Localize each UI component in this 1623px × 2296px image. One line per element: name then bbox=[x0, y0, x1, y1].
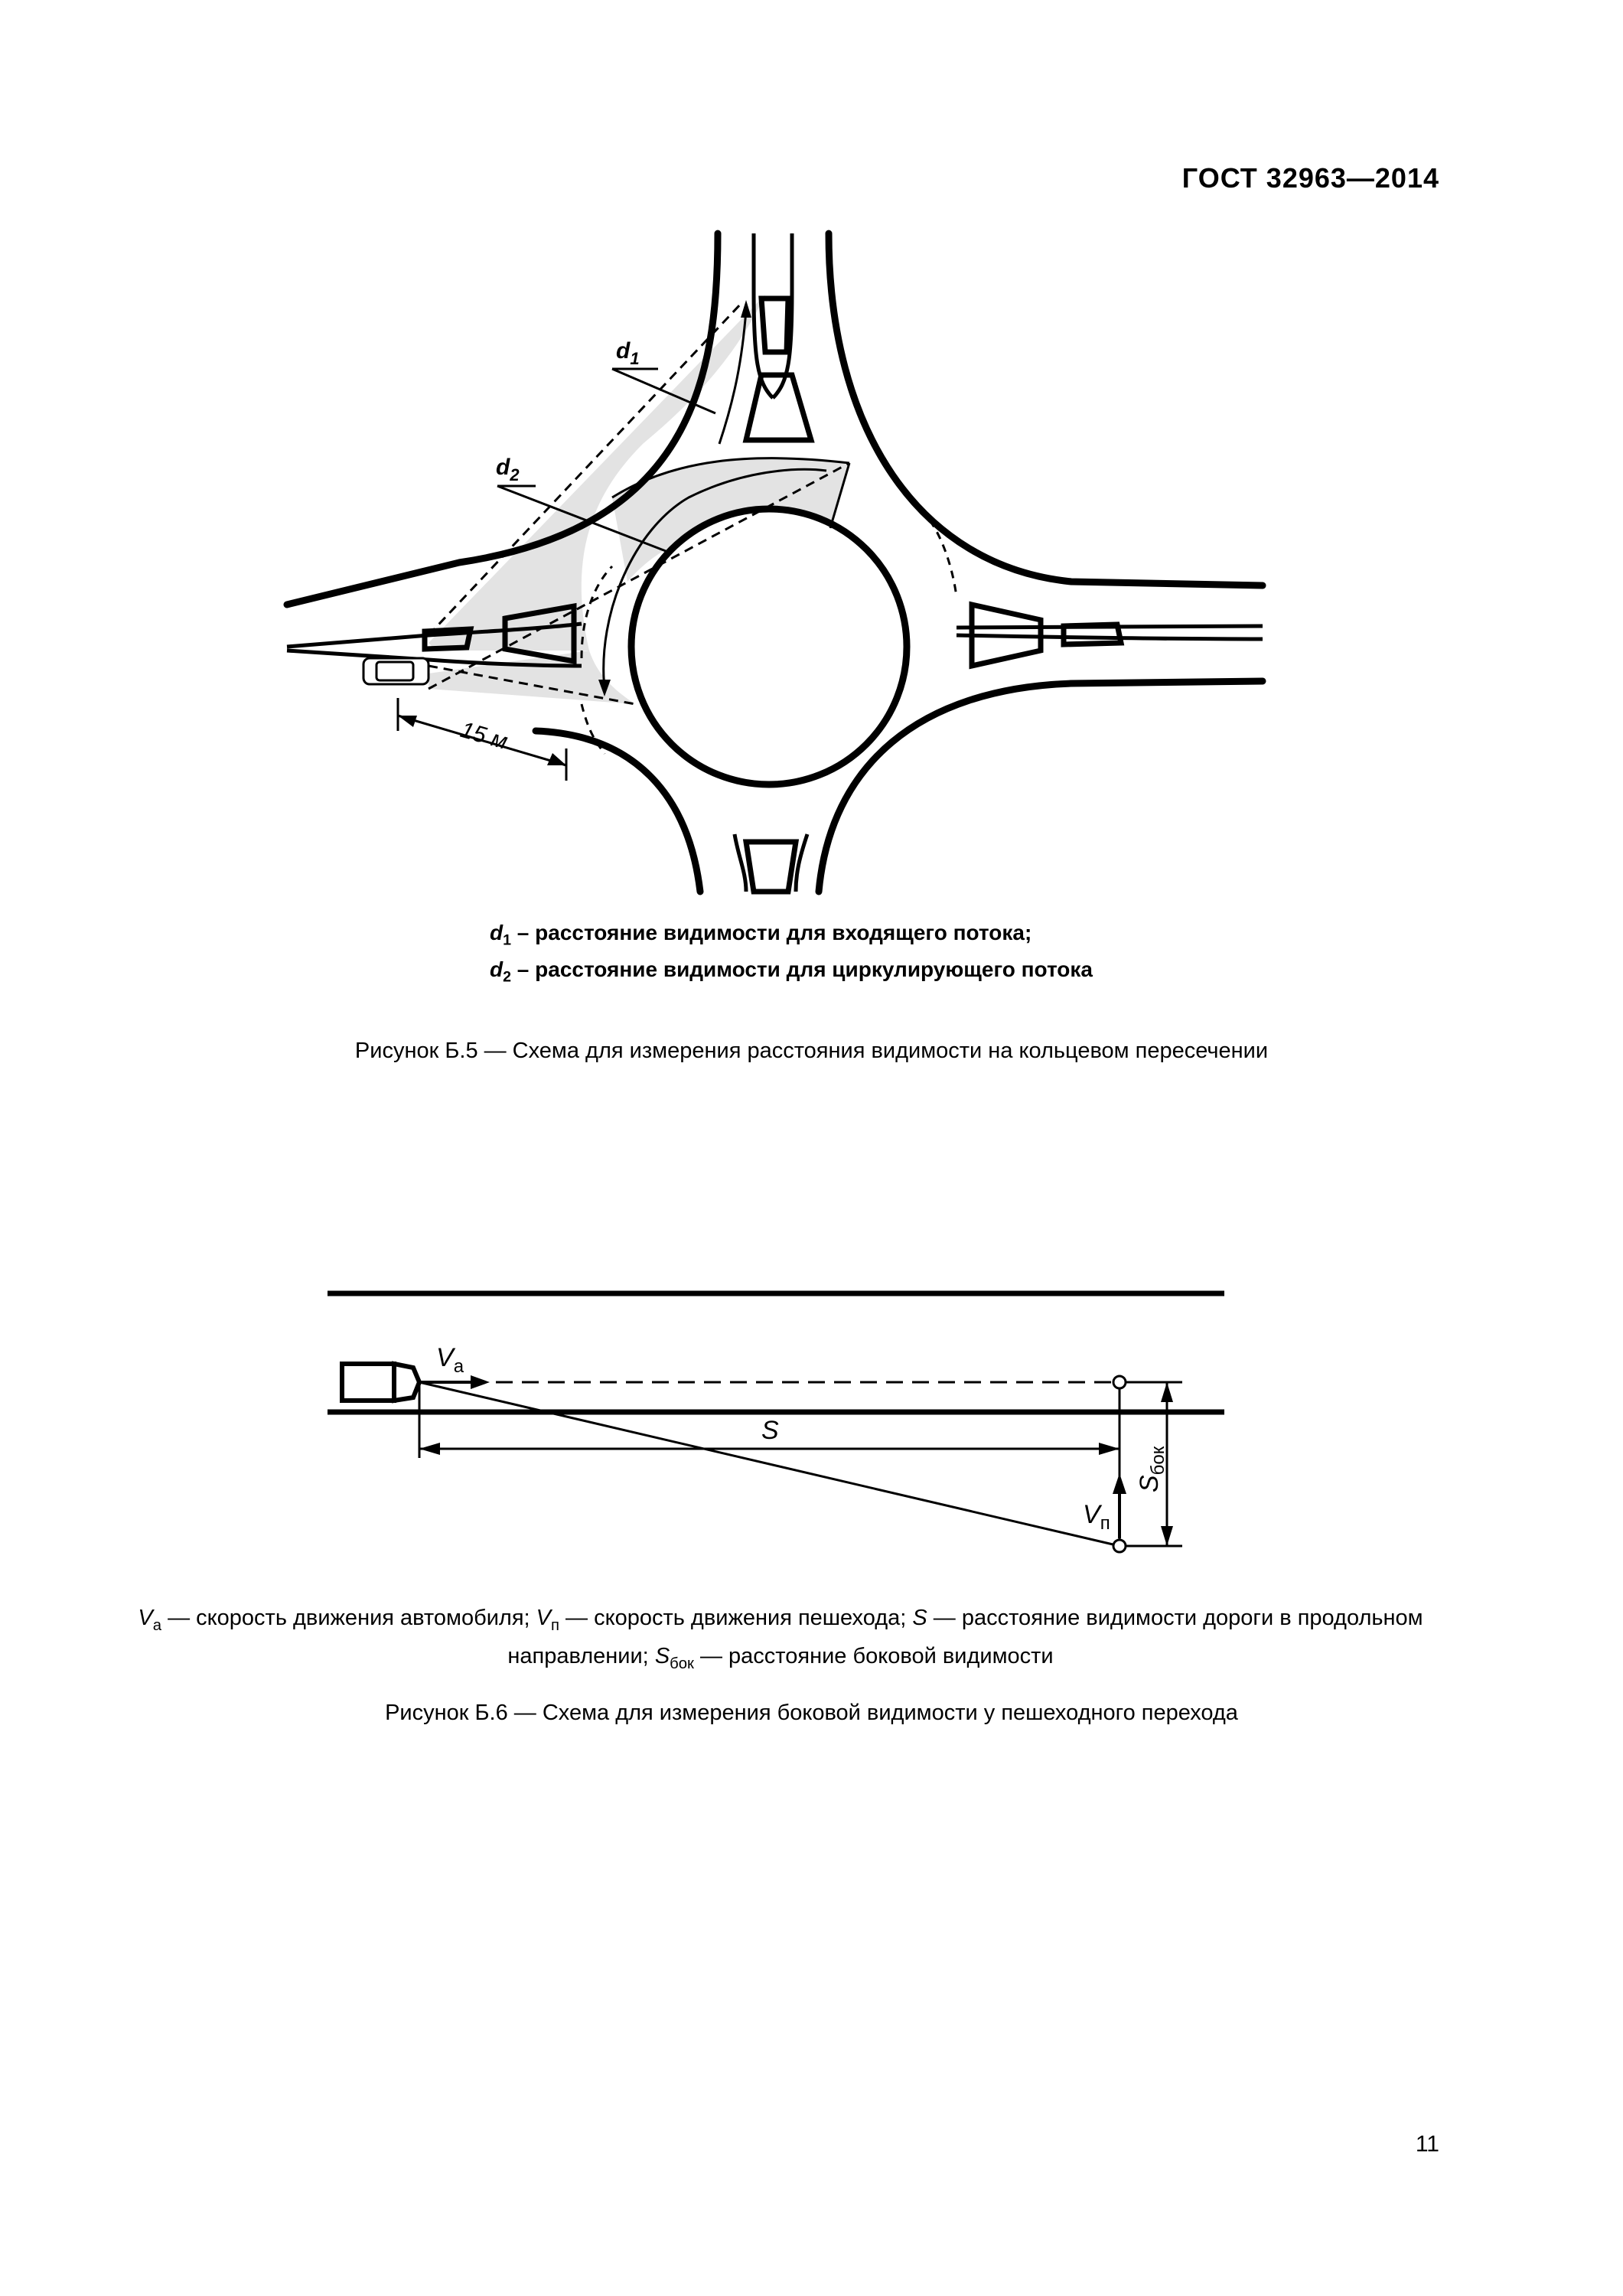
central-island bbox=[631, 509, 907, 784]
north-island-1 bbox=[761, 298, 788, 352]
document-header: ГОСТ 32963—2014 bbox=[1181, 162, 1439, 194]
vehicle-icon bbox=[342, 1364, 419, 1401]
north-island-2 bbox=[746, 375, 811, 440]
road-edge-ne bbox=[829, 233, 1263, 585]
sight-line-diagonal bbox=[419, 1382, 1119, 1546]
road-edge-sw bbox=[536, 731, 700, 892]
label-s: S bbox=[761, 1416, 779, 1445]
trajectory-d1-arrowhead bbox=[741, 300, 751, 318]
figure-b5-caption: Рисунок Б.5 — Схема для измерения расстояния видимости на кольцевом пересечении bbox=[354, 1039, 1269, 1063]
figure-b6-note: $V_а$ — скорость движения автомобиля; $V_п$ — скорость движения пешехода; S — расстояние видимости дороги в продольном направлении; $S_{бок}$ — расстояние боковой видимости bbox=[138, 1606, 1423, 1672]
car-icon bbox=[363, 658, 429, 684]
south-island bbox=[746, 842, 796, 892]
pedestrian-point-bottom bbox=[1113, 1540, 1126, 1552]
pedestrian-visibility-diagram bbox=[0, 1270, 1623, 1577]
label-va: $V_а$ bbox=[436, 1343, 464, 1377]
label-vp: $V_п$ bbox=[1083, 1500, 1110, 1534]
label-d2: $d_2$ bbox=[496, 455, 520, 484]
pedestrian-point-top bbox=[1113, 1376, 1126, 1388]
page-number: 11 bbox=[1415, 2131, 1439, 2157]
distance-label: 15 м bbox=[458, 717, 511, 755]
east-divider bbox=[957, 626, 1263, 639]
label-d1: $d_1$ bbox=[616, 338, 640, 368]
figure-b5-legend bbox=[490, 918, 1093, 991]
legend-item-d2: $d_2$ – расстояние видимости для циркулирующего потока bbox=[490, 957, 1093, 986]
label-sbok: $S_{бок}$ bbox=[1135, 1446, 1168, 1492]
legend-item-d1: $d_1$ – расстояние видимости для входящего потока; bbox=[490, 921, 1032, 949]
figure-b6-caption: Рисунок Б.6 — Схема для измерения боковой видимости у пешеходного перехода bbox=[385, 1701, 1238, 1725]
